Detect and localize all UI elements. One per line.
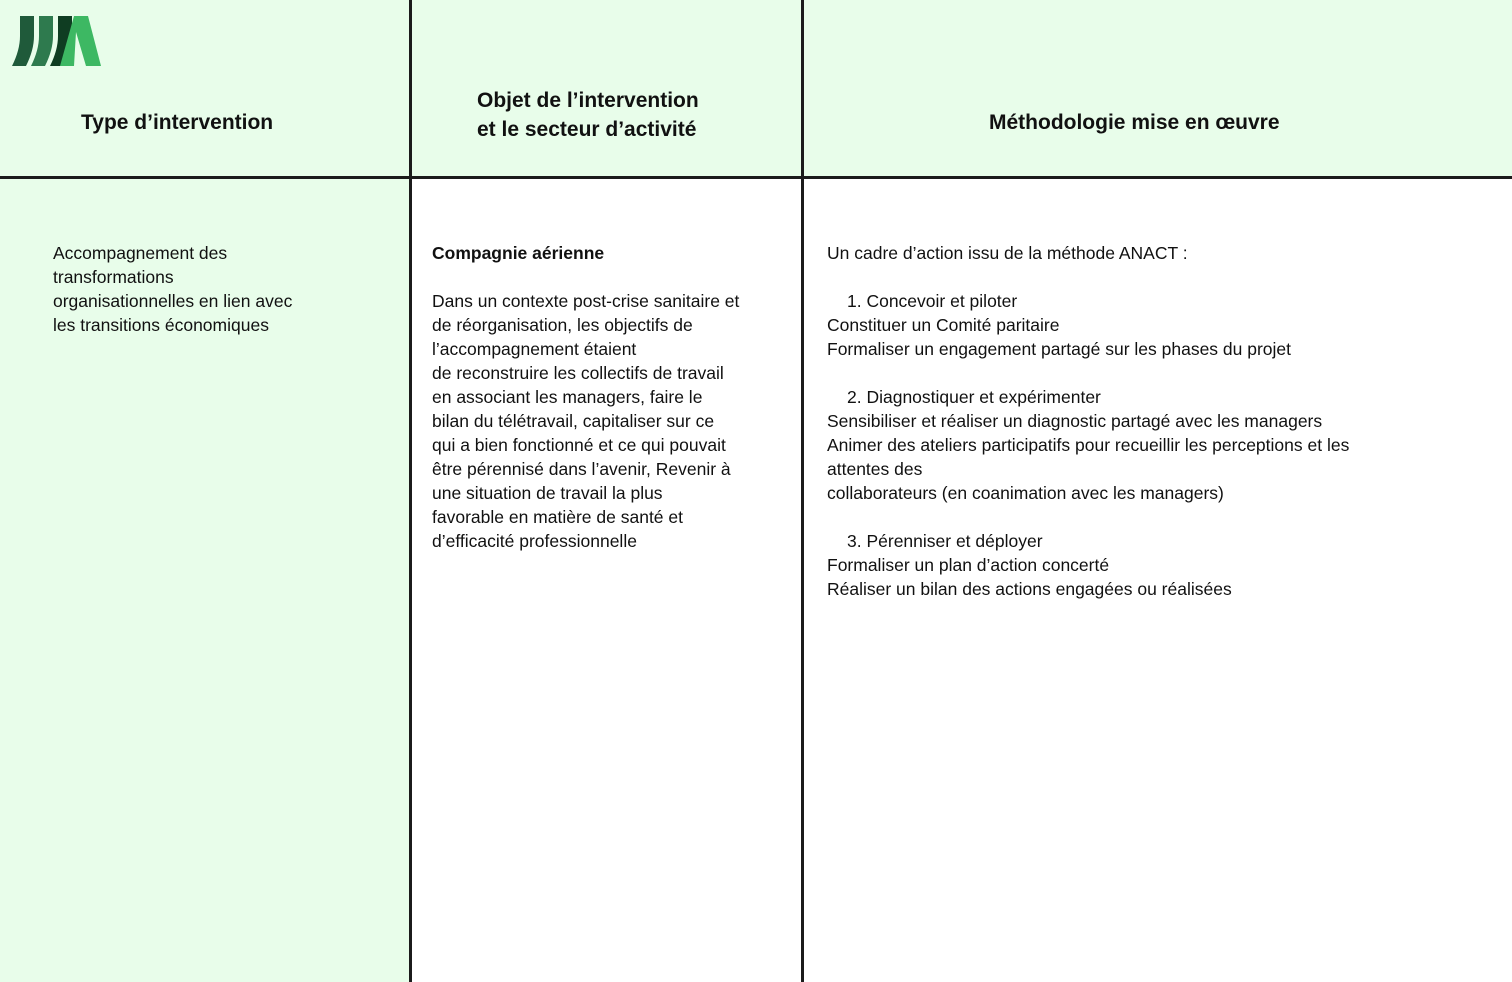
column-divider-1 — [409, 0, 412, 982]
objet-line: être pérennisé dans l’avenir, Revenir à — [432, 459, 731, 479]
objet-line: l’accompagnement étaient — [432, 339, 637, 359]
header-objet-line-1: Objet de l’intervention — [477, 89, 699, 112]
objet-line: favorable en matière de santé et — [432, 507, 683, 527]
type-intervention-cell — [53, 241, 353, 337]
methodologie-cell — [827, 241, 1447, 601]
objet-line: en associant les managers, faire le — [432, 387, 703, 407]
step-3-item: Réaliser un bilan des actions engagées ou réalisées — [827, 579, 1232, 599]
step-1-item: Constituer un Comité paritaire — [827, 315, 1060, 335]
type-line: les transitions économiques — [53, 315, 269, 335]
step-2-item: Animer des ateliers participatifs pour recueillir les perceptions et les — [827, 435, 1350, 455]
objet-line: de réorganisation, les objectifs de — [432, 315, 693, 335]
column-divider-2 — [801, 0, 804, 982]
step-2-item: Sensibiliser et réaliser un diagnostic partagé avec les managers — [827, 411, 1323, 431]
header-methodologie: Méthodologie mise en œuvre — [989, 111, 1280, 134]
objet-line: une situation de travail la plus — [432, 483, 663, 503]
objet-line: qui a bien fonctionné et ce qui pouvait — [432, 435, 726, 455]
sector-title: Compagnie aérienne — [432, 243, 605, 263]
step-2-item: collaborateurs (en coanimation avec les managers) — [827, 483, 1224, 503]
step-1-item: Formaliser un engagement partagé sur les phases du projet — [827, 339, 1292, 359]
header-type-intervention: Type d’intervention — [81, 111, 274, 134]
objet-line: Dans un contexte post-crise sanitaire et — [432, 291, 740, 311]
brand-logo-icon — [12, 16, 104, 66]
objet-line: de reconstruire les collectifs de travail — [432, 363, 724, 383]
step-1-title: 1. Concevoir et piloter — [847, 291, 1018, 311]
type-line: transformations — [53, 267, 174, 287]
header-objet-intervention — [477, 86, 699, 144]
objet-line: bilan du télétravail, capitaliser sur ce — [432, 411, 715, 431]
step-3-title: 3. Pérenniser et déployer — [847, 531, 1043, 551]
step-2-item: attentes des — [827, 459, 923, 479]
type-line: organisationnelles en lien avec — [53, 291, 293, 311]
type-line: Accompagnement des — [53, 243, 228, 263]
methodo-intro: Un cadre d’action issu de la méthode ANACT : — [827, 243, 1188, 263]
objet-intervention-cell — [432, 241, 782, 553]
step-2-title: 2. Diagnostiquer et expérimenter — [847, 387, 1101, 407]
step-3-item: Formaliser un plan d’action concerté — [827, 555, 1110, 575]
header-divider — [0, 176, 1512, 179]
objet-line: d’efficacité professionnelle — [432, 531, 637, 551]
header-objet-line-2: et le secteur d’activité — [477, 118, 697, 141]
header-band — [0, 0, 1512, 177]
